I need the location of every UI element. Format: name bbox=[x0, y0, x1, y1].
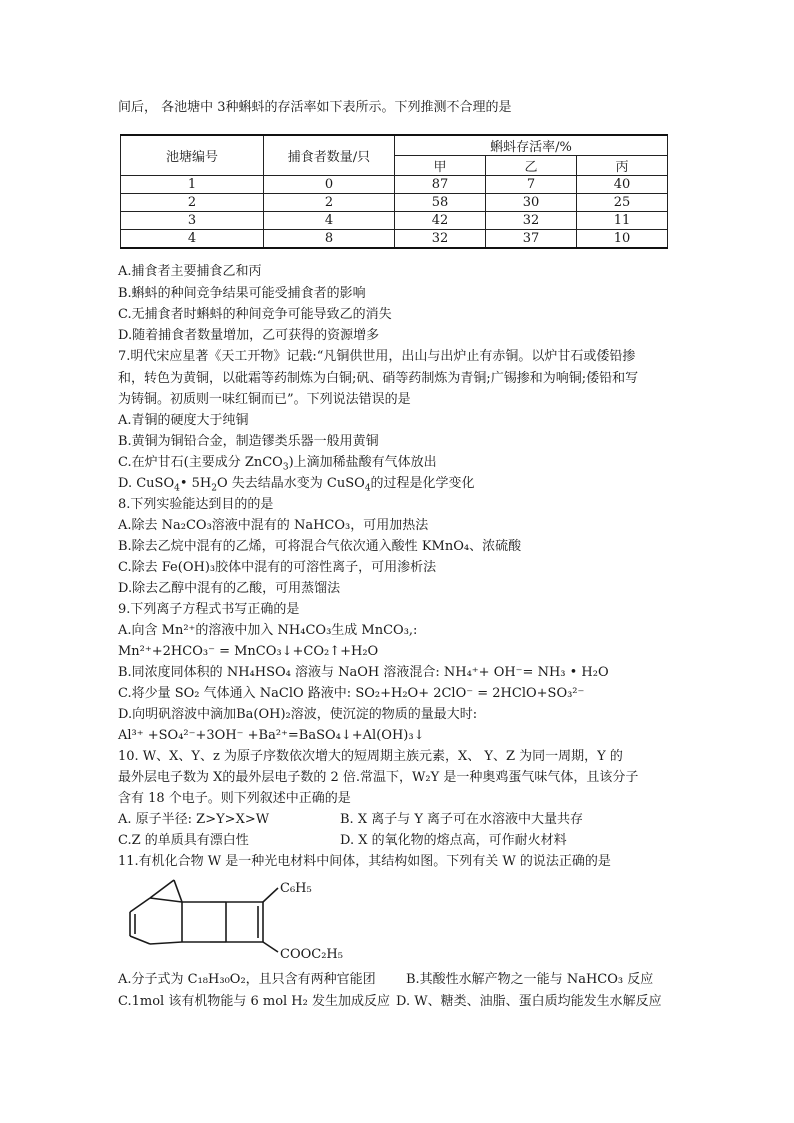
q9-option-c: C.将少量 SO₂ 气体通入 NaClO 路液中: SO₂+H₂O+ 2ClO⁻ = 2HClO+SO₃²⁻ bbox=[118, 686, 585, 701]
cell: 25 bbox=[577, 194, 668, 212]
q7-option-c: C.在炉甘石(主要成分 ZnCO$_3$)上滴加稀盐酸有气体放出 bbox=[118, 455, 437, 473]
cell: 3 bbox=[121, 212, 264, 230]
q6-intro: 间后， 各池塘中 3种蝌蚪的存活率如下表所示。下列推测不合理的是 bbox=[118, 100, 512, 115]
q9-option-d: D.向明矾溶波中滴加Ba(OH)₂溶波，使沉淀的物质的量最大时: bbox=[118, 707, 478, 722]
cell: 8 bbox=[264, 230, 395, 249]
q10-stem-1: 10. W、X、Y、z 为原子序数依次增大的短周期主族元素，X、 Y、Z 为同一周期，Y 的 bbox=[118, 749, 623, 764]
header-survival: 蝌蚪存活率/% bbox=[395, 135, 668, 156]
q9-option-d-equation: Al³⁺ +SO₄²⁻+3OH⁻ +Ba²⁺=BaSO₄↓+Al(OH)₃↓ bbox=[118, 728, 425, 743]
q10-option-d: D. X 的氧化物的熔点高，可作耐火材料 bbox=[340, 833, 567, 848]
q7-option-a: A.青铜的硬度大于纯铜 bbox=[118, 413, 249, 428]
q8-option-b: B.除去乙烷中混有的乙烯，可将混合气依次通入酸性 KMnO₄、浓硫酸 bbox=[118, 539, 522, 554]
q10-stem-3: 含有 18 个电子。则下列叙述中正确的是 bbox=[118, 791, 351, 806]
header-yi: 乙 bbox=[486, 156, 577, 176]
q11-option-d: D. W、糖类、油脂、蛋白质均能发生水解反应 bbox=[396, 994, 662, 1009]
cell: 4 bbox=[264, 212, 395, 230]
cell: 58 bbox=[395, 194, 486, 212]
header-bing: 丙 bbox=[577, 156, 668, 176]
q7-d-text: D. CuSO bbox=[118, 476, 175, 491]
cell: 0 bbox=[264, 176, 395, 194]
q10-option-a: A. 原子半径: Z>Y>X>W bbox=[118, 812, 270, 827]
header-predators: 捕食者数量/只 bbox=[264, 135, 395, 176]
q7-c-text-2: )上滴加稀盐酸有气体放出 bbox=[288, 455, 437, 470]
table-row bbox=[121, 230, 668, 249]
substituent-ester: COOC₂H₅ bbox=[280, 947, 343, 962]
q6-option-b: B.蝌蚪的种间竞争结果可能受捕食者的影响 bbox=[118, 286, 366, 301]
table-row bbox=[121, 176, 668, 194]
cell: 32 bbox=[486, 212, 577, 230]
q10-option-c: C.Z 的单质具有漂白性 bbox=[118, 833, 249, 848]
q8-option-a: A.除去 Na₂CO₃溶液中混有的 NaHCO₃，可用加热法 bbox=[118, 518, 429, 533]
q7-d-text-4: 的过程是化学变化 bbox=[370, 476, 475, 491]
cell: 7 bbox=[486, 176, 577, 194]
q11-option-c: C.1mol 该有机物能与 6 mol H₂ 发生加成反应 bbox=[118, 994, 390, 1009]
q9-option-b: B.同浓度同体积的 NH₄HSO₄ 溶液与 NaOH 溶液混合: NH₄⁺+ OH⁻= NH₃ • H₂O bbox=[118, 665, 609, 680]
q8-stem: 8.下列实验能达到目的的是 bbox=[118, 497, 274, 512]
header-pond: 池塘编号 bbox=[121, 135, 264, 176]
q7-d-text-3: O 失去结晶水变为 CuSO bbox=[217, 476, 365, 491]
cell: 87 bbox=[395, 176, 486, 194]
table-row bbox=[121, 194, 668, 212]
cell: 4 bbox=[121, 230, 264, 249]
q7-option-b: B.黄铜为铜铅合金，制造镠类乐器一般用黄铜 bbox=[118, 434, 379, 449]
cell: 1 bbox=[121, 176, 264, 194]
q9-option-a: A.向含 Mn²⁺的溶液中加入 NH₄CO₃生成 MnCO₃,: bbox=[118, 623, 418, 638]
q8-option-c: C.除去 Fe(OH)₃胶体中混有的可溶性离子，可用渗析法 bbox=[118, 560, 437, 575]
q7-stem-2: 和，转色为黄铜，以砒霜等药制炼为白铜;矾、硝等药制炼为青铜;广锡掺和为响铜;倭铅和写 bbox=[118, 371, 639, 386]
q6-option-c: C.无捕食者时蝌蚪的种间竞争可能导致乙的消失 bbox=[118, 307, 392, 322]
table-row bbox=[121, 212, 668, 230]
cell: 40 bbox=[577, 176, 668, 194]
q6-option-d: D.随着捕食者数量增加，乙可获得的资源增多 bbox=[118, 328, 380, 343]
cell: 30 bbox=[486, 194, 577, 212]
structure-diagram bbox=[118, 872, 378, 962]
cell: 2 bbox=[264, 194, 395, 212]
cell: 2 bbox=[121, 194, 264, 212]
q8-option-d: D.除去乙醇中混有的乙酸，可用蒸馏法 bbox=[118, 581, 341, 596]
q7-d-text-2: • 5H bbox=[179, 476, 212, 491]
q7-stem-3: 为铸铜。初质则一味红铜而已”。下列说法错误的是 bbox=[118, 392, 411, 407]
q9-stem: 9.下列离子方程式书写正确的是 bbox=[118, 602, 300, 617]
cell: 11 bbox=[577, 212, 668, 230]
q7-c-text: C.在炉甘石(主要成分 ZnCO bbox=[118, 455, 283, 470]
cell: 42 bbox=[395, 212, 486, 230]
substituent-phenyl: C₆H₅ bbox=[280, 881, 312, 896]
cell: 32 bbox=[395, 230, 486, 249]
q11-stem: 11.有机化合物 W 是一种光电材料中间体，其结构如图。下列有关 W 的说法正确的是 bbox=[118, 854, 611, 869]
q11-option-b: B.其酸性水解产物之一能与 NaHCO₃ 反应 bbox=[406, 972, 654, 987]
q9-option-a-equation: Mn²⁺+2HCO₃⁻ = MnCO₃↓+CO₂↑+H₂O bbox=[118, 644, 379, 659]
cell: 37 bbox=[486, 230, 577, 249]
q7-stem-1: 7.明代宋应星著《天工开物》记载:“凡铜供世用，出山与出炉止有赤铜。以炉甘石或倭铅掺 bbox=[118, 349, 636, 364]
q10-option-b: B. X 离子与 Y 离子可在水溶液中大量共存 bbox=[340, 812, 584, 827]
header-jia: 甲 bbox=[395, 156, 486, 176]
cell: 10 bbox=[577, 230, 668, 249]
q11-option-a: A.分子式为 C₁₈H₃₀O₂，且只含有两种官能团 bbox=[118, 972, 376, 987]
survival-table bbox=[120, 134, 668, 249]
q7-option-d: D. CuSO$_4$• $5H_2O$ 失去结晶水变为 CuSO$_4$的过程是化学变化 bbox=[118, 476, 475, 494]
q10-stem-2: 最外层电子数为 X的最外层电子数的 2 倍.常温下，W₂Y 是一种奥鸡蛋气味气体，且该分子 bbox=[118, 770, 639, 785]
q6-option-a: A.捕食者主要捕食乙和丙 bbox=[118, 264, 262, 279]
